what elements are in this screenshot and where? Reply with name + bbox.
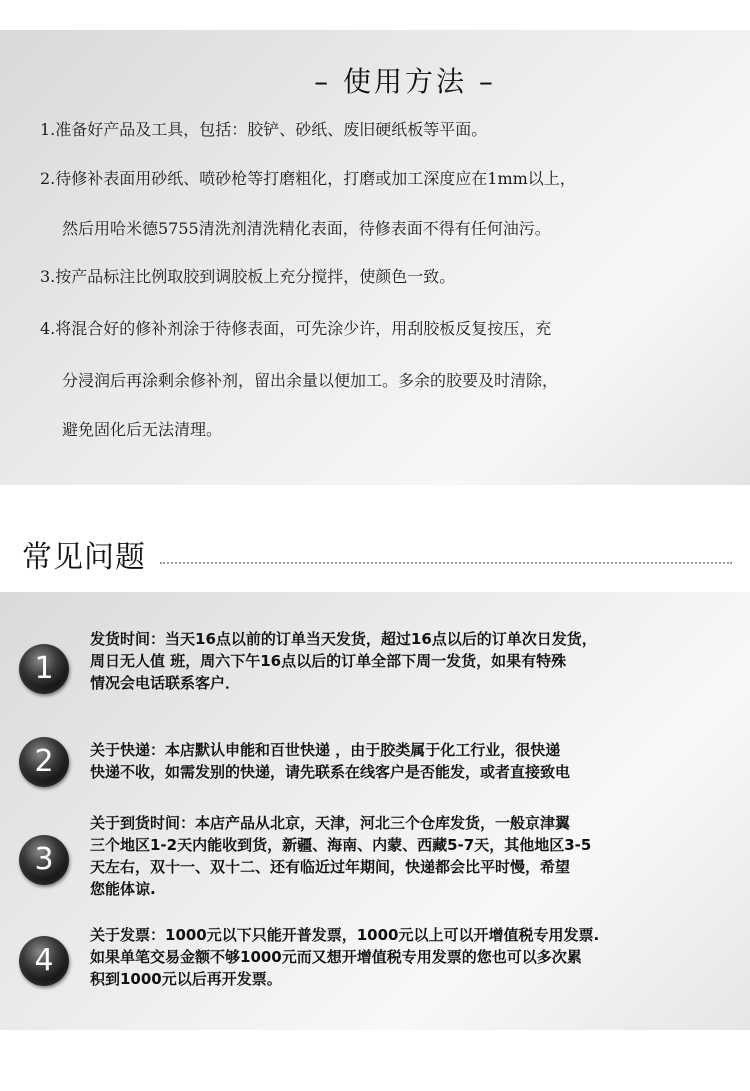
faq-title: 常见问题 bbox=[22, 540, 146, 575]
faq-item-3-line-4: 您能体谅. bbox=[90, 880, 156, 898]
usage-step-4-line-3: 避免固化后无法清理。 bbox=[62, 420, 223, 439]
faq-panel bbox=[0, 592, 750, 1030]
usage-step-3-line-1: 3.按产品标注比例取胶到调胶板上充分搅拌，使颜色一致。 bbox=[40, 267, 456, 286]
faq-item-3-line-2: 三个地区1-2天内能收到货，新疆、海南、内蒙、西藏5-7天，其他地区3-5 bbox=[90, 836, 592, 854]
faq-item-1-text bbox=[90, 628, 740, 694]
number-badge-4: 4 bbox=[19, 936, 69, 986]
faq-item-4-line-1: 关于发票：1000元以下只能开普发票，1000元以上可以开增值税专用发票. bbox=[90, 926, 600, 944]
usage-title: – 使用方法 – bbox=[314, 65, 496, 98]
faq-item-3-text bbox=[90, 812, 740, 900]
faq-item-2-line-1: 关于快递：本店默认申能和百世快递 ，由于胶类属于化工行业，很快递 bbox=[90, 741, 561, 759]
usage-step-4-line-2: 分浸润后再涂剩余修补剂，留出余量以便加工。多余的胶要及时清除， bbox=[62, 371, 559, 390]
faq-item-4-line-3: 积到1000元以后再开发票。 bbox=[90, 970, 282, 988]
usage-step-4-line-1: 4.将混合好的修补剂涂于待修表面，可先涂少许，用刮胶板反复按压，充 bbox=[40, 319, 552, 338]
faq-item-4-text bbox=[90, 924, 740, 990]
usage-step-2-line-2: 然后用哈米德5755清洗剂清洗精化表面，待修表面不得有任何油污。 bbox=[62, 219, 551, 238]
faq-header bbox=[22, 536, 732, 580]
usage-step-2-line-1: 2.待修补表面用砂纸、喷砂枪等打磨粗化，打磨或加工深度应在1mm以上， bbox=[40, 169, 576, 188]
usage-step-1-line-1: 1.准备好产品及工具，包括：胶铲、砂纸、废旧硬纸板等平面。 bbox=[40, 120, 488, 139]
faq-item-1-line-3: 情况会电话联系客户． bbox=[90, 674, 241, 692]
faq-item-2-line-2: 快递不收，如需发别的快递，请先联系在线客户是否能发，或者直接致电 bbox=[90, 763, 571, 781]
faq-item-1-line-1: 发货时间：当天16点以前的订单当天发货，超过16点以后的订单次日发货， bbox=[90, 630, 597, 648]
number-badge-2: 2 bbox=[19, 737, 69, 787]
number-badge-1: 1 bbox=[19, 644, 69, 694]
faq-item-3-line-1: 关于到货时间：本店产品从北京，天津，河北三个仓库发货，一般京津翼 bbox=[90, 814, 571, 832]
usage-section bbox=[0, 30, 750, 485]
faq-item-3-line-3: 天左右，双十一、双十二、还有临近过年期间，快递都会比平时慢，希望 bbox=[90, 858, 571, 876]
faq-item-1-line-2: 周日无人值 班，周六下午16点以后的订单全部下周一发货，如果有特殊 bbox=[90, 652, 567, 670]
faq-item-4-line-2: 如果单笔交易金额不够1000元而又想开增值税专用发票的您也可以多次累 bbox=[90, 948, 582, 966]
faq-item-2-text bbox=[90, 739, 740, 783]
number-badge-3: 3 bbox=[19, 835, 69, 885]
faq-title-dotted-rule bbox=[160, 562, 732, 564]
